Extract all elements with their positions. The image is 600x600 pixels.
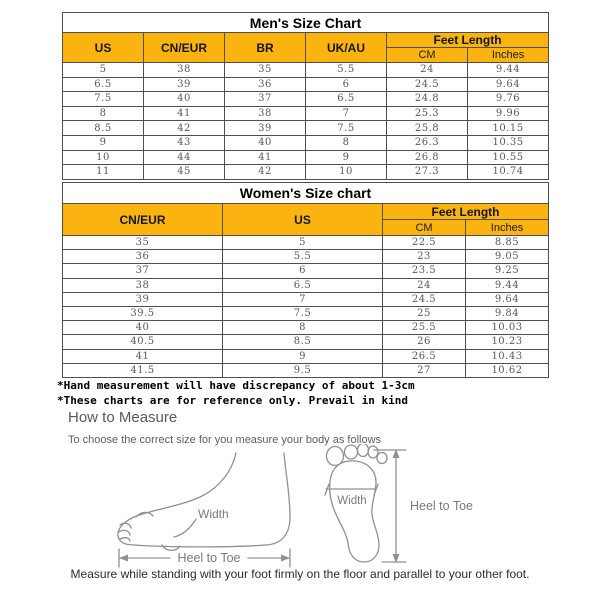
mens-size-table xyxy=(62,12,549,180)
table-cell: 9 xyxy=(306,150,387,165)
table-row xyxy=(63,335,549,349)
table-cell: 40 xyxy=(63,321,223,335)
table-cell: 36 xyxy=(63,250,223,264)
table-row xyxy=(63,306,549,320)
womens-table-title: Women's Size chart xyxy=(63,183,549,204)
heel-to-toe-label: Heel to Toe xyxy=(177,551,241,565)
table-cell: 9.64 xyxy=(466,292,549,306)
table-cell: 9.76 xyxy=(468,92,549,107)
table-row xyxy=(63,292,549,306)
table-cell: 36 xyxy=(225,77,306,92)
table-cell: 26.8 xyxy=(387,150,468,165)
col-header-inches: Inches xyxy=(466,220,549,236)
table-cell: 41 xyxy=(144,106,225,121)
table-row xyxy=(63,278,549,292)
heel-to-toe-label: Heel to Toe xyxy=(410,499,474,513)
table-cell: 7.5 xyxy=(306,121,387,136)
width-pointer-line xyxy=(174,519,196,537)
table-cell: 10.15 xyxy=(468,121,549,136)
table-cell: 26.5 xyxy=(383,349,466,363)
table-cell: 39 xyxy=(225,121,306,136)
table-cell: 8.5 xyxy=(63,121,144,136)
table-row xyxy=(63,150,549,165)
table-cell: 11 xyxy=(63,165,144,180)
table-cell: 8.5 xyxy=(223,335,383,349)
table-cell: 38 xyxy=(144,63,225,78)
table-cell: 45 xyxy=(144,165,225,180)
table-row xyxy=(63,106,549,121)
toe xyxy=(358,444,369,457)
how-to-measure-subtext: To choose the correct size for you measure your body as follows xyxy=(68,434,382,446)
table-cell: 35 xyxy=(225,63,306,78)
table-cell: 10.23 xyxy=(466,335,549,349)
table-cell: 39 xyxy=(63,292,223,306)
toe xyxy=(377,453,387,464)
womens-header-row xyxy=(63,204,549,220)
mens-table-body xyxy=(63,63,549,180)
table-cell: 9.96 xyxy=(468,106,549,121)
table-cell: 24.5 xyxy=(383,292,466,306)
table-row xyxy=(63,363,549,377)
foot-sole-view-diagram xyxy=(322,444,487,568)
table-row xyxy=(63,121,549,136)
table-cell: 5.5 xyxy=(306,63,387,78)
womens-table-head xyxy=(63,183,549,236)
table-row xyxy=(63,321,549,335)
table-cell: 40 xyxy=(225,135,306,150)
mens-header-row xyxy=(63,33,549,48)
table-cell: 9.05 xyxy=(466,250,549,264)
table-row xyxy=(63,349,549,363)
table-cell: 8 xyxy=(63,106,144,121)
right-arrowhead xyxy=(281,555,290,562)
table-cell: 9 xyxy=(223,349,383,363)
table-cell: 27 xyxy=(383,363,466,377)
table-row xyxy=(63,135,549,150)
left-arrowhead xyxy=(119,555,128,562)
toe-detail xyxy=(119,530,130,535)
table-cell: 42 xyxy=(144,121,225,136)
table-cell: 10.35 xyxy=(468,135,549,150)
table-cell: 24.8 xyxy=(387,92,468,107)
col-header-inches: Inches xyxy=(468,48,549,63)
womens-title-row xyxy=(63,183,549,204)
table-cell: 25.5 xyxy=(383,321,466,335)
table-cell: 7 xyxy=(306,106,387,121)
table-row xyxy=(63,250,549,264)
table-cell: 10.74 xyxy=(468,165,549,180)
table-cell: 10 xyxy=(63,150,144,165)
width-label: Width xyxy=(337,495,367,507)
table-cell: 10 xyxy=(306,165,387,180)
col-header-br: BR xyxy=(225,33,306,63)
table-cell: 41 xyxy=(63,349,223,363)
table-cell: 9.25 xyxy=(466,264,549,278)
table-cell: 44 xyxy=(144,150,225,165)
table-cell: 8 xyxy=(306,135,387,150)
womens-table-body xyxy=(63,236,549,378)
table-cell: 38 xyxy=(225,106,306,121)
table-cell: 27.3 xyxy=(387,165,468,180)
table-cell: 9.84 xyxy=(466,306,549,320)
table-cell: 10.43 xyxy=(466,349,549,363)
col-header-cn-eur: CN/EUR xyxy=(63,204,223,236)
table-cell: 25 xyxy=(383,306,466,320)
table-cell: 40 xyxy=(144,92,225,107)
footnote-reference: *These charts are for reference only. Prevail in kind xyxy=(57,394,408,407)
table-cell: 24.5 xyxy=(387,77,468,92)
table-cell: 6 xyxy=(223,264,383,278)
table-cell: 37 xyxy=(225,92,306,107)
table-row xyxy=(63,264,549,278)
toe-detail xyxy=(120,538,130,541)
big-toe xyxy=(327,447,344,466)
table-cell: 9.64 xyxy=(468,77,549,92)
col-header-cn-eur: CN/EUR xyxy=(144,33,225,63)
table-cell: 6.5 xyxy=(223,278,383,292)
table-cell: 6.5 xyxy=(63,77,144,92)
col-header-feet-length: Feet Length xyxy=(387,33,549,48)
table-row xyxy=(63,77,549,92)
mens-title-row xyxy=(63,13,549,33)
table-cell: 7.5 xyxy=(63,92,144,107)
table-row xyxy=(63,236,549,250)
col-header-us: US xyxy=(63,33,144,63)
table-cell: 9.5 xyxy=(223,363,383,377)
footnote-discrepancy: *Hand measurement will have discrepancy of about 1-3cm xyxy=(57,379,415,392)
col-header-us: US xyxy=(223,204,383,236)
table-cell: 9 xyxy=(63,135,144,150)
table-cell: 7.5 xyxy=(223,306,383,320)
table-cell: 9.44 xyxy=(466,278,549,292)
table-cell: 42 xyxy=(225,165,306,180)
table-cell: 22.5 xyxy=(383,236,466,250)
table-cell: 41 xyxy=(225,150,306,165)
table-cell: 23 xyxy=(383,250,466,264)
table-cell: 38 xyxy=(63,278,223,292)
mens-table-head xyxy=(63,13,549,63)
table-cell: 10.62 xyxy=(466,363,549,377)
table-cell: 25.3 xyxy=(387,106,468,121)
table-cell: 40.5 xyxy=(63,335,223,349)
table-cell: 10.03 xyxy=(466,321,549,335)
measure-caption: Measure while standing with your foot firmly on the floor and parallel to your other foot. xyxy=(70,567,530,581)
toe xyxy=(368,446,378,458)
table-cell: 23.5 xyxy=(383,264,466,278)
mens-table-title: Men's Size Chart xyxy=(63,13,549,33)
table-row xyxy=(63,165,549,180)
table-cell: 24 xyxy=(387,63,468,78)
table-cell: 7 xyxy=(223,292,383,306)
table-cell: 37 xyxy=(63,264,223,278)
table-cell: 24 xyxy=(383,278,466,292)
table-cell: 43 xyxy=(144,135,225,150)
table-row xyxy=(63,63,549,78)
table-cell: 39.5 xyxy=(63,306,223,320)
table-cell: 8.85 xyxy=(466,236,549,250)
table-cell: 5 xyxy=(223,236,383,250)
foot-outline xyxy=(118,453,290,547)
footnotes xyxy=(57,378,415,408)
table-cell: 6 xyxy=(306,77,387,92)
table-cell: 5.5 xyxy=(223,250,383,264)
col-header-uk-au: UK/AU xyxy=(306,33,387,63)
table-cell: 9.44 xyxy=(468,63,549,78)
table-cell: 25.8 xyxy=(387,121,468,136)
table-cell: 8 xyxy=(223,321,383,335)
table-cell: 26 xyxy=(383,335,466,349)
table-cell: 10.55 xyxy=(468,150,549,165)
foot-side-view-diagram xyxy=(114,451,304,569)
col-header-cm: CM xyxy=(387,48,468,63)
womens-size-table xyxy=(62,182,549,378)
table-cell: 39 xyxy=(144,77,225,92)
col-header-feet-length: Feet Length xyxy=(383,204,549,220)
col-header-cm: CM xyxy=(383,220,466,236)
table-cell: 26.3 xyxy=(387,135,468,150)
table-cell: 5 xyxy=(63,63,144,78)
width-label: Width xyxy=(198,507,229,521)
toe xyxy=(345,445,358,459)
sole-outline xyxy=(330,461,379,562)
table-row xyxy=(63,92,549,107)
table-cell: 35 xyxy=(63,236,223,250)
table-cell: 41.5 xyxy=(63,363,223,377)
table-cell: 6.5 xyxy=(306,92,387,107)
how-to-measure-heading: How to Measure xyxy=(68,409,178,426)
